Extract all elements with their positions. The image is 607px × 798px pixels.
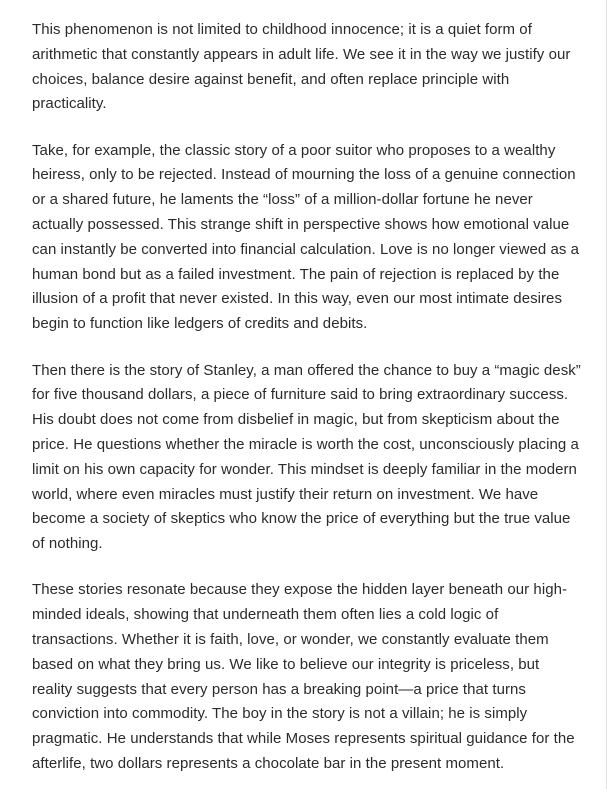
paragraph-2: Take, for example, the classic story of a poor suitor who proposes to a wealthy heiress, only to be rejected. Instead of mourning the loss of a genuine connection or a shared future, he laments the “loss” of a million-dollar fortune he never actually possessed. This strange shift in perspective shows how emotional value can instantly be converted into financial calculation. Love is no longer viewed as a human bond but as a failed investment. The pain of rejection is replaced by the illusion of a profit that never existed. In this way, even our most intimate desires begin to function like ledgers of credits and debits. bbox=[32, 141, 580, 333]
paragraph-1: This phenomenon is not limited to childhood innocence; it is a quiet form of arithmetic that constantly appears in adult life. We see it in the way we justify our choices, balance desire against benefit, and often replace principle with practicality. bbox=[32, 21, 571, 113]
paragraph-3: Then there is the story of Stanley, a man offered the chance to buy a “magic desk” for five thousand dollars, a piece of furniture said to bring extraordinary success. His doubt does not come from disbelief in magic, but from skepticism about the price. He questions whether the miracle is worth the cost, unconsciously placing a limit on his own capacity for wonder. This mindset is deeply familiar in the modern world, where even miracles must justify their return on investment. We have become a society of skeptics who know the price of everything but the true value of nothing. bbox=[32, 361, 581, 553]
paragraph-4: These stories resonate because they expose the hidden layer beneath our high-minded ideals, showing that underneath them often lies a cold logic of transactions. Whether it is faith, love, or wonder, we constantly evaluate them based on what they bring us. We like to believe our integrity is priceless, but reality suggests that every person has a breaking point—a price that turns conviction into commodity. The boy in the story is not a villain; he is simply pragmatic. He understands that while Moses represents spiritual guidance for the afterlife, two dollars represents a chocolate bar in the present moment. bbox=[32, 581, 575, 773]
article-body bbox=[32, 18, 582, 798]
